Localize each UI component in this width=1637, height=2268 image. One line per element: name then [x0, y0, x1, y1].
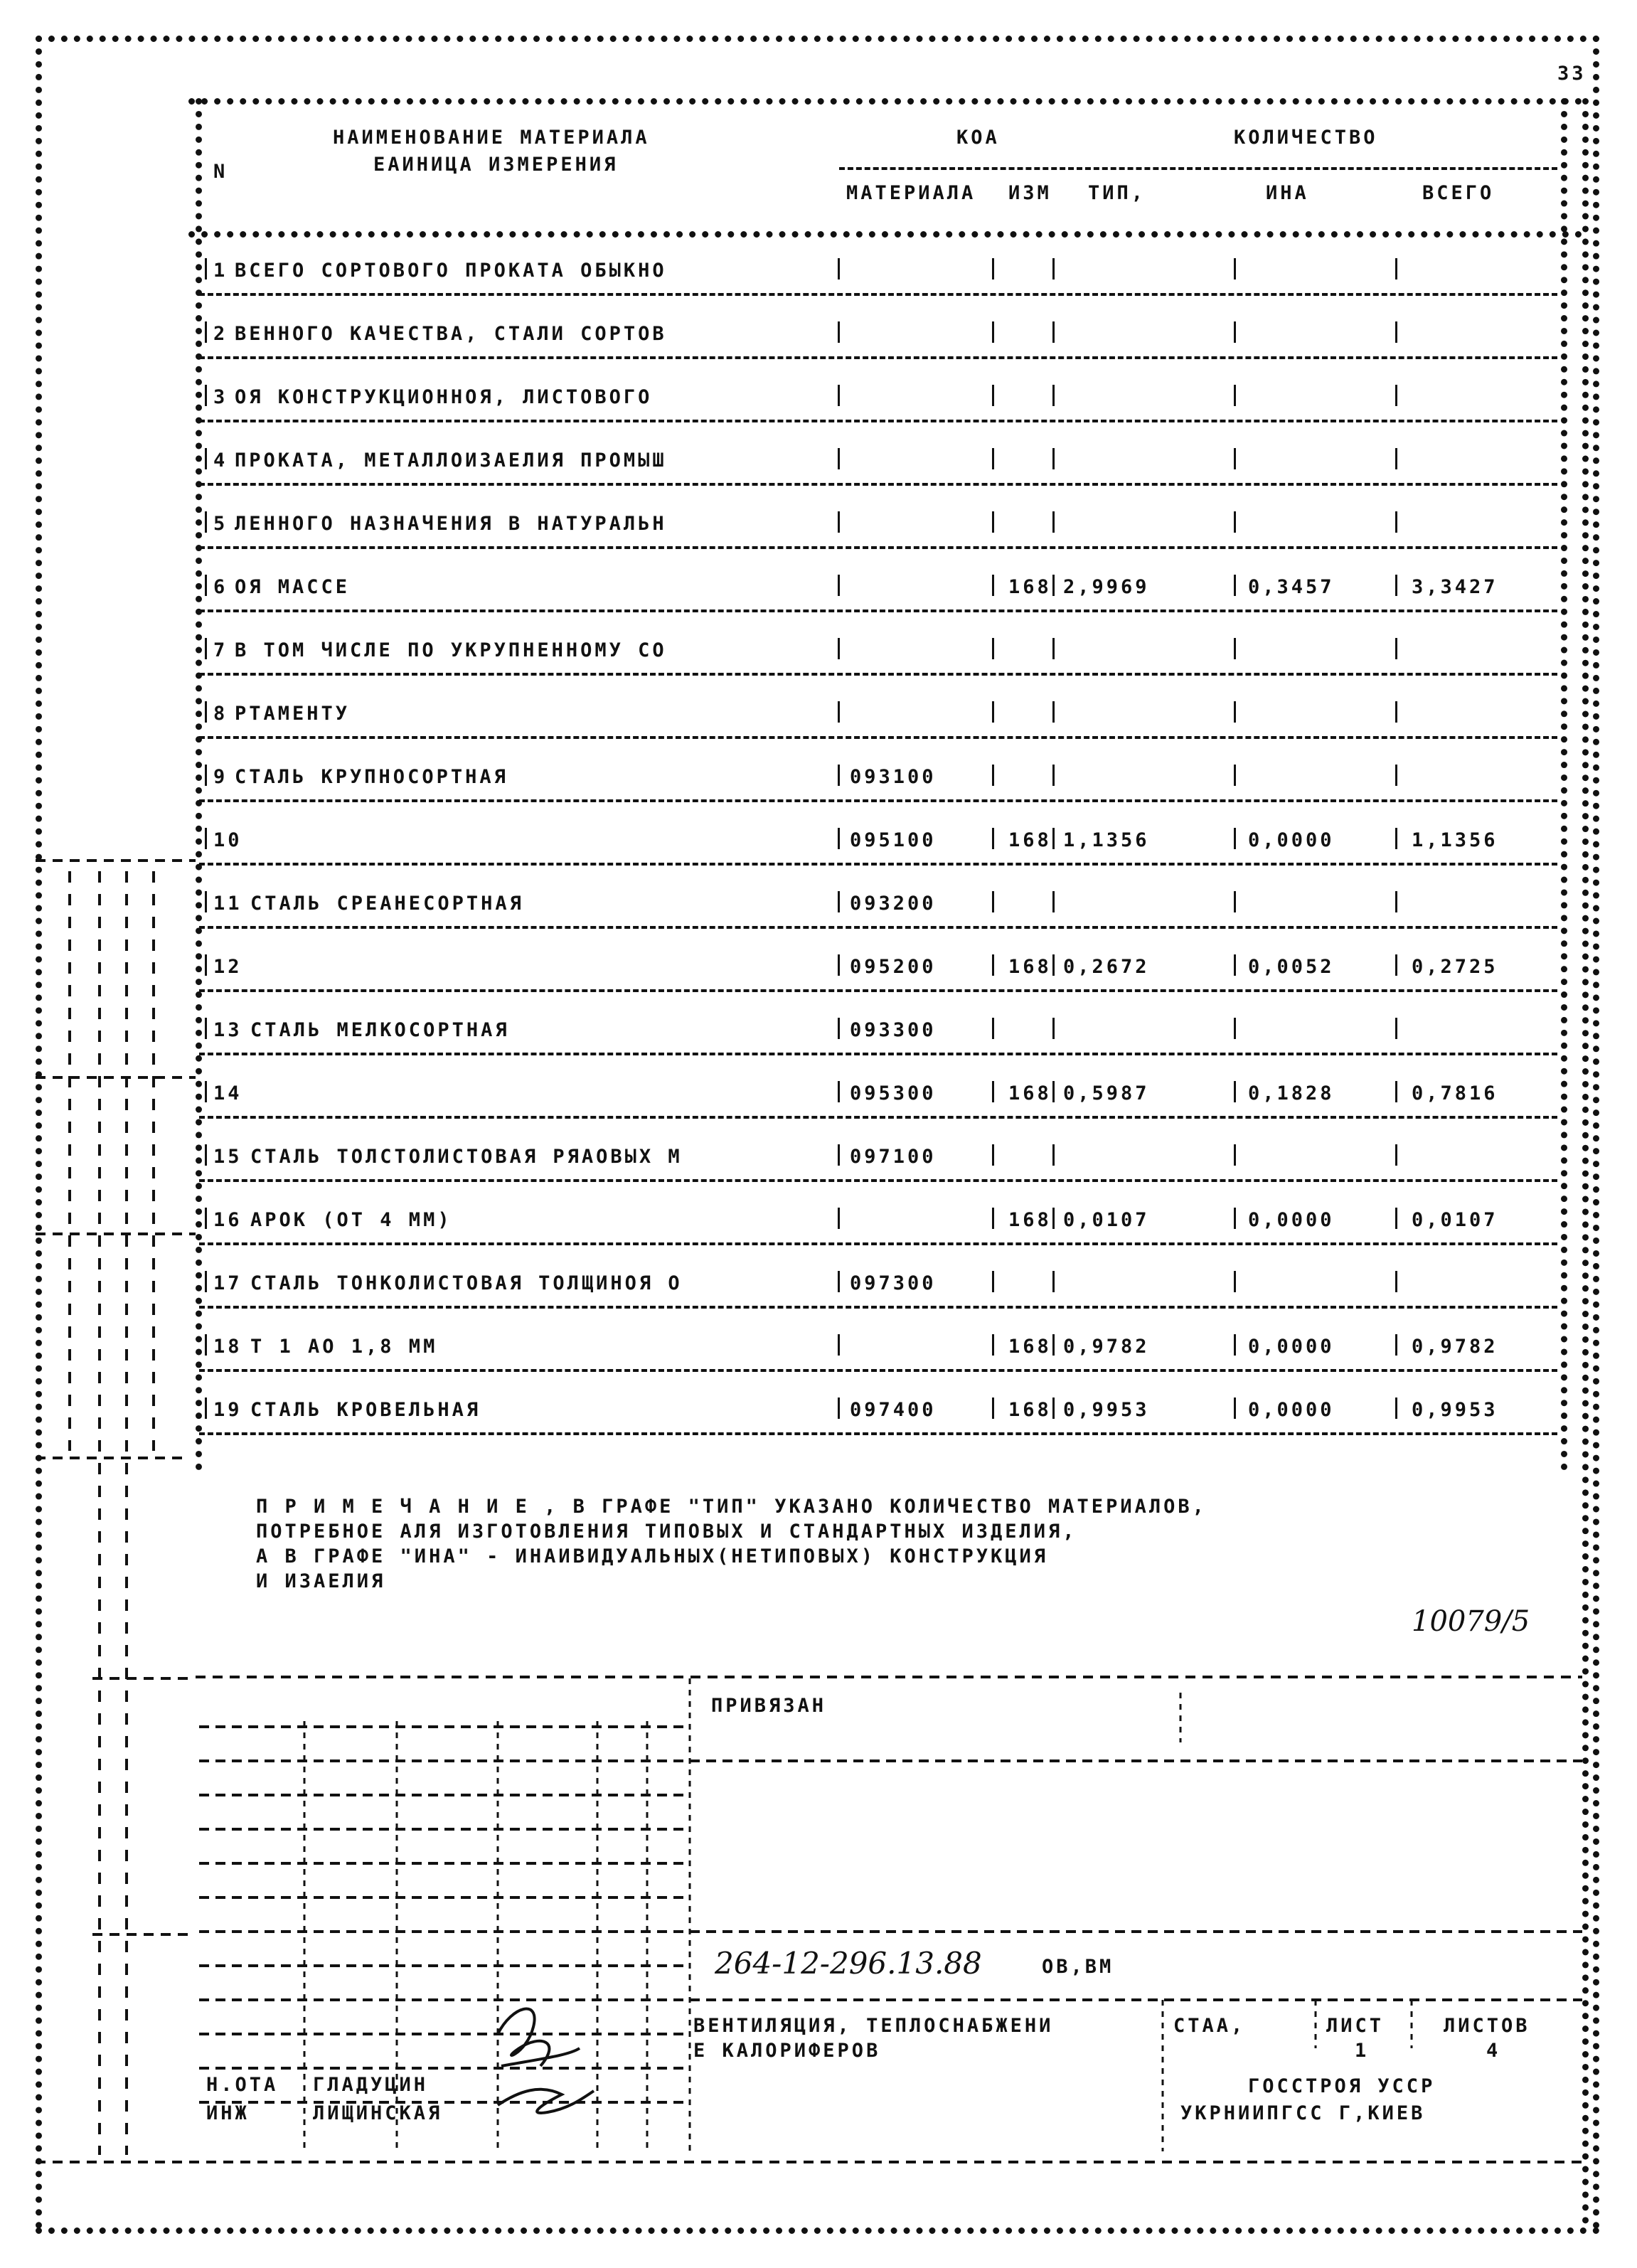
row-material-name: Т 1 АО 1,8 ММ [250, 1336, 438, 1358]
row-qty-type: 0,5987 [1063, 1082, 1150, 1104]
org-line1: ГОССТРОЯ УССР [1248, 2075, 1436, 2097]
row-unit: 168 [1008, 576, 1052, 598]
note-line4: И ИЗАЕЛИЯ [256, 1570, 386, 1592]
row-number: 6 [213, 576, 228, 598]
row-qty-ind: 0,1828 [1248, 1082, 1335, 1104]
row-qty-ind: 0,0052 [1248, 956, 1335, 978]
row-material-name: АРОК (ОТ 4 ММ) [250, 1209, 452, 1231]
row-material-name: СТАЛЬ КРОВЕЛЬНАЯ [250, 1399, 481, 1421]
row-qty-ind: 0,0000 [1248, 1399, 1335, 1421]
row-qty-ind: 0,3457 [1248, 576, 1335, 598]
note-line1: П Р И М Е Ч А Н И Е , В ГРАФЕ "ТИП" УКАЗАНО КОЛИЧЕСТВО МАТЕРИАЛОВ, [256, 1496, 1207, 1518]
row-qty-type: 1,1356 [1063, 829, 1150, 851]
row-qty-type: 0,0107 [1063, 1209, 1150, 1231]
row-number: 19 [213, 1399, 242, 1421]
row-qty-type: 0,2672 [1063, 956, 1150, 978]
role1: Н.ОТА [206, 2074, 279, 2096]
row-number: 18 [213, 1336, 242, 1358]
org-line2: УКРНИИПГСС Г,КИЕВ [1180, 2102, 1426, 2124]
row-qty-ind: 0,0000 [1248, 829, 1335, 851]
row-material-name: СТАЛЬ МЕЛКОСОРТНАЯ [250, 1019, 510, 1041]
row-number: 3 [213, 386, 228, 408]
row-number: 1 [213, 260, 228, 282]
row-qty-ind: 0,0000 [1248, 1209, 1335, 1231]
row-number: 7 [213, 639, 228, 661]
row-material-code: 097300 [850, 1272, 937, 1294]
row-material-code: 093100 [850, 766, 937, 788]
row-qty-total: 0,0107 [1412, 1209, 1498, 1231]
row-material-code: 097100 [850, 1146, 937, 1168]
note-line3: А В ГРАФЕ "ИНА" - ИНАИВИДУАЛЬНЫХ(НЕТИПОВЫХ) КОНСТРУКЦИЯ [256, 1545, 1049, 1567]
row-number: 2 [213, 323, 228, 345]
row-unit: 168 [1008, 956, 1052, 978]
row-material-name: ВСЕГО СОРТОВОГО ПРОКАТА ОБЫКНО [235, 260, 667, 282]
doc-code: 264-12-296.13.88 [715, 1946, 982, 1981]
row-qty-ind: 0,0000 [1248, 1336, 1335, 1358]
row-unit: 168 [1008, 1209, 1052, 1231]
privyazan-label: ПРИВЯЗАН [711, 1695, 827, 1717]
row-material-name: ВЕННОГО КАЧЕСТВА, СТАЛИ СОРТОВ [235, 323, 667, 345]
row-qty-total: 1,1356 [1412, 829, 1498, 851]
row-material-name: СТАЛЬ ТОЛСТОЛИСТОВАЯ РЯАОВЫХ М [250, 1146, 683, 1168]
header-name-line2: ЕАИНИЦА ИЗМЕРЕНИЯ [373, 154, 619, 176]
row-material-code: 095100 [850, 829, 937, 851]
sheet-label: ЛИСТ [1326, 2015, 1385, 2037]
row-material-code: 097400 [850, 1399, 937, 1421]
sheet-value: 1 [1355, 2040, 1370, 2062]
header-qty-ind: ИНА [1266, 182, 1309, 204]
row-number: 4 [213, 449, 228, 472]
sheets-value: 4 [1486, 2040, 1501, 2062]
row-number: 13 [213, 1019, 242, 1041]
row-qty-total: 0,7816 [1412, 1082, 1498, 1104]
row-material-name: В ТОМ ЧИСЛЕ ПО УКРУПНЕННОМУ СО [235, 639, 667, 661]
role2: ИНЖ [206, 2102, 250, 2124]
header-unit-sub: ИЗМ [1008, 182, 1052, 204]
row-qty-total: 0,2725 [1412, 956, 1498, 978]
row-material-code: 095300 [850, 1082, 937, 1104]
header-qty-total: ВСЕГО [1422, 182, 1495, 204]
row-number: 16 [213, 1209, 242, 1231]
header-code: КОА [956, 127, 1000, 149]
row-qty-type: 2,9969 [1063, 576, 1150, 598]
row-qty-type: 0,9953 [1063, 1399, 1150, 1421]
row-material-name: СТАЛЬ КРУПНОСОРТНАЯ [235, 766, 508, 788]
row-number: 15 [213, 1146, 242, 1168]
doc-suffix: ОВ,ВМ [1042, 1956, 1114, 1978]
row-material-name: СТАЛЬ ТОНКОЛИСТОВАЯ ТОЛЩИНОЯ О [250, 1272, 683, 1294]
row-qty-type: 0,9782 [1063, 1336, 1150, 1358]
row-material-name: ПРОКАТА, МЕТАЛЛОИЗАЕЛИЯ ПРОМЫШ [235, 449, 667, 472]
row-qty-total: 0,9782 [1412, 1336, 1498, 1358]
header-code-sub: МАТЕРИАЛА [846, 182, 976, 204]
row-material-name: РТАМЕНТУ [235, 703, 351, 725]
stage-label: СТАА, [1173, 2015, 1246, 2037]
title-line1: ВЕНТИЛЯЦИЯ, ТЕПЛОСНАБЖЕНИ [693, 2015, 1054, 2037]
row-number: 14 [213, 1082, 242, 1104]
note-line2: ПОТРЕБНОЕ АЛЯ ИЗГОТОВЛЕНИЯ ТИПОВЫХ И СТАНДАРТНЫХ ИЗДЕЛИЯ, [256, 1521, 1077, 1543]
row-qty-total: 3,3427 [1412, 576, 1498, 598]
header-name-line1: НАИМЕНОВАНИЕ МАТЕРИАЛА [333, 127, 650, 149]
row-number: 17 [213, 1272, 242, 1294]
name2: ЛИЩИНСКАЯ [313, 2102, 443, 2124]
row-qty-total: 0,9953 [1412, 1399, 1498, 1421]
row-material-code: 093300 [850, 1019, 937, 1041]
row-number: 8 [213, 703, 228, 725]
header-qty-type: ТИП, [1088, 182, 1146, 204]
name1: ГЛАДУЦИН [313, 2074, 429, 2096]
row-material-name: ЛЕННОГО НАЗНАЧЕНИЯ В НАТУРАЛЬН [235, 513, 667, 535]
page-number: 33 [1557, 63, 1587, 85]
row-number: 9 [213, 766, 228, 788]
row-material-name: СТАЛЬ СРЕАНЕСОРТНАЯ [250, 893, 524, 915]
row-material-code: 093200 [850, 893, 937, 915]
row-unit: 168 [1008, 1336, 1052, 1358]
sheets-label: ЛИСТОВ [1444, 2015, 1530, 2037]
row-material-name: ОЯ КОНСТРУКЦИОННОЯ, ЛИСТОВОГО [235, 386, 653, 408]
row-number: 10 [213, 829, 242, 851]
row-number: 12 [213, 956, 242, 978]
row-unit: 168 [1008, 1082, 1052, 1104]
row-material-code: 095200 [850, 956, 937, 978]
header-qty: КОЛИЧЕСТВО [1234, 127, 1378, 149]
row-unit: 168 [1008, 1399, 1052, 1421]
row-unit: 168 [1008, 829, 1052, 851]
row-number: 5 [213, 513, 228, 535]
row-material-name: ОЯ МАССЕ [235, 576, 351, 598]
row-number: 11 [213, 893, 242, 915]
title-line2: Е КАЛОРИФЕРОВ [693, 2040, 881, 2062]
archive-number: 10079/5 [1412, 1605, 1530, 1638]
header-num: N [213, 161, 228, 183]
